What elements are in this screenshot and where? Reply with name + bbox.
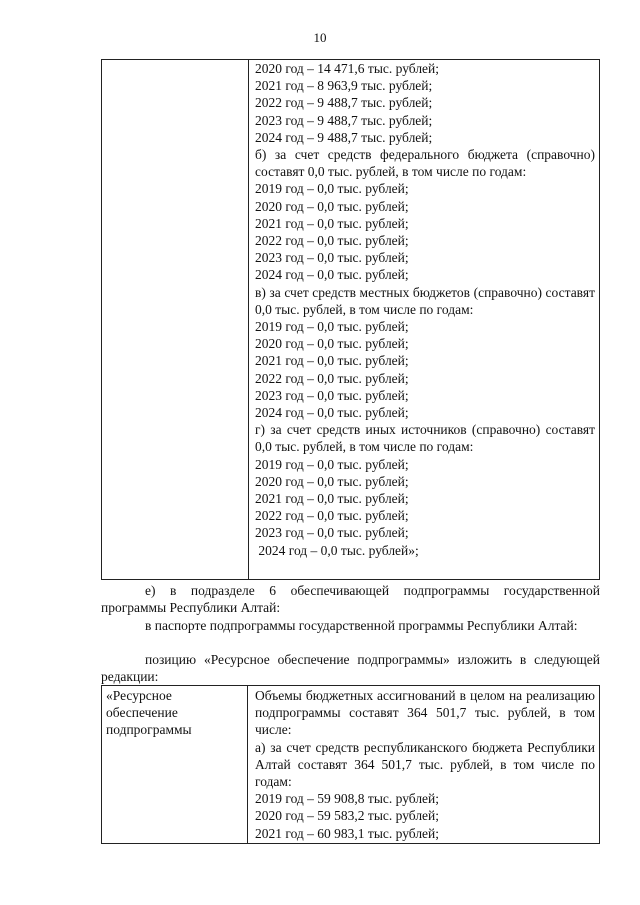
total-allocation-paragraph: Объемы бюджетных ассигнований в целом на реализацию подпрограммы составят 364 501,7 тыс. рублей, в том числе: [255, 688, 595, 738]
republic-budget-paragraph: а) за счет средств республиканского бюджета Республики Алтай составят 364 501,7 тыс. рублей, в том числе по годам: [255, 739, 595, 790]
year-line: 2022 год – 0,0 тыс. рублей; [255, 233, 409, 249]
year-line: 2020 год – 59 583,2 тыс. рублей; [255, 808, 440, 824]
year-line: 2023 год – 0,0 тыс. рублей; [255, 525, 409, 541]
year-line: 2020 год – 14 471,6 тыс. рублей; [255, 61, 440, 76]
year-line: 2024 год – 0,0 тыс. рублей»; [255, 542, 419, 558]
year-line: 2023 год – 9 488,7 тыс. рублей; [255, 112, 433, 128]
year-line: 2021 год – 8 963,9 тыс. рублей; [255, 78, 433, 94]
federal-budget-paragraph: б) за счет средств федерального бюджета (справочно) составят 0,0 тыс. рублей, в том числе по годам: [255, 147, 595, 180]
local-budget-paragraph: в) за счет средств местных бюджетов (справочно) составят 0,0 тыс. рублей, в том числе по годам: [255, 284, 595, 317]
year-line: 2024 год – 0,0 тыс. рублей; [255, 267, 409, 283]
year-line: 2019 год – 59 908,8 тыс. рублей; [255, 791, 440, 807]
resource-table [101, 685, 600, 844]
year-line: 2022 год – 0,0 тыс. рублей; [255, 508, 409, 524]
resource-label-cell: «Ресурсное обеспечение подпрограммы [102, 686, 248, 843]
resource-content-cell [249, 686, 599, 842]
year-line: 2019 год – 0,0 тыс. рублей; [255, 456, 409, 472]
funding-table-continuation [101, 59, 600, 580]
year-line: 2022 год – 0,0 тыс. рублей; [255, 370, 409, 386]
year-line: 2020 год – 0,0 тыс. рублей; [255, 473, 409, 489]
year-line: 2024 год – 9 488,7 тыс. рублей; [255, 129, 433, 145]
year-line: 2020 год – 0,0 тыс. рублей; [255, 336, 409, 352]
paragraph-position: позицию «Ресурсное обеспечение подпрограммы» изложить в следующей редакции: [101, 652, 600, 685]
year-line: 2019 год – 0,0 тыс. рублей; [255, 319, 409, 335]
year-line: 2021 год – 0,0 тыс. рублей; [255, 215, 409, 231]
year-line: 2021 год – 0,0 тыс. рублей; [255, 491, 409, 507]
year-line: 2023 год – 0,0 тыс. рублей; [255, 387, 409, 403]
paragraph-passport: в паспорте подпрограммы государственной программы Республики Алтай: [145, 618, 578, 633]
left-column-empty [102, 60, 249, 579]
year-line: 2022 год – 9 488,7 тыс. рублей; [255, 95, 433, 111]
year-line: 2019 год – 0,0 тыс. рублей; [255, 181, 409, 197]
paragraph-e: е) в подразделе 6 обеспечивающей подпрограммы государственной программы Республики Алтай: [101, 583, 600, 616]
page-number: 10 [313, 30, 327, 45]
other-sources-paragraph: г) за счет средств иных источников (справочно) составят 0,0 тыс. рублей, в том числе по годам: [255, 422, 595, 455]
year-line: 2024 год – 0,0 тыс. рублей; [255, 405, 409, 421]
year-line: 2020 год – 0,0 тыс. рублей; [255, 198, 409, 214]
year-line: 2023 год – 0,0 тыс. рублей; [255, 250, 409, 266]
year-line: 2021 год – 0,0 тыс. рублей; [255, 353, 409, 369]
year-line: 2021 год – 60 983,1 тыс. рублей; [255, 825, 440, 841]
right-column [249, 60, 599, 559]
